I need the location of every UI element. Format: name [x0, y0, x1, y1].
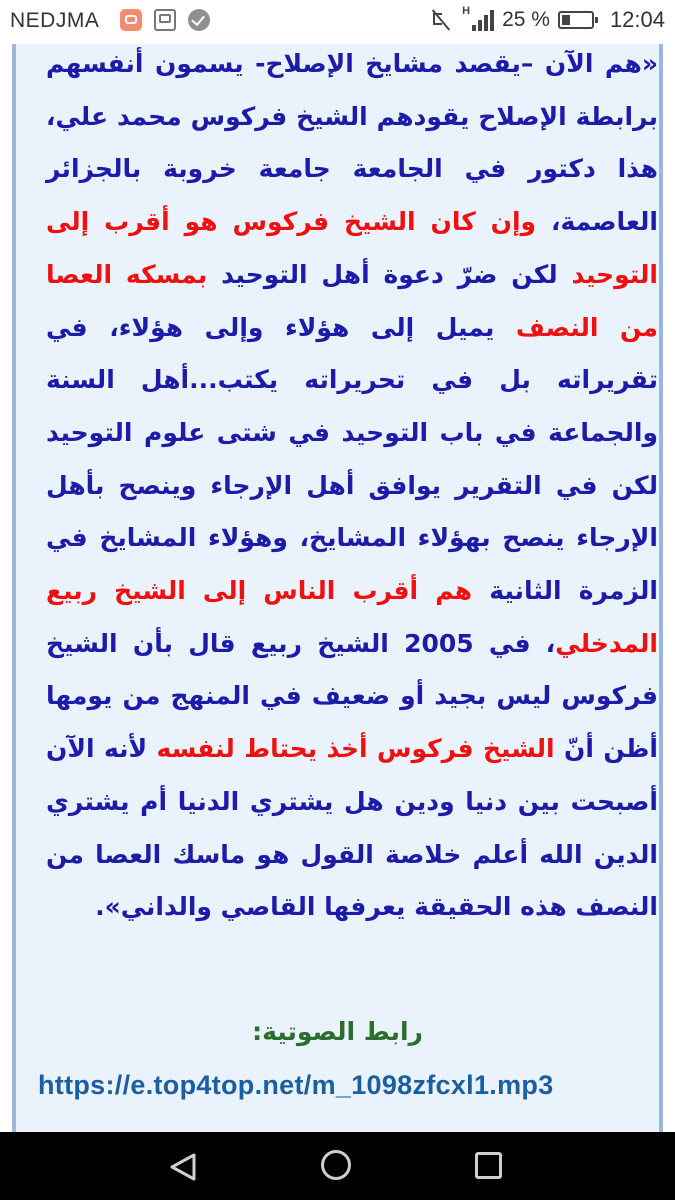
highlighted-segment: هم أقرب الناس إلى الشيخ ربيع المدخلي — [46, 576, 658, 658]
text-segment: يميل إلى هؤلاء وإلى هؤلاء، في تقريراته بل في تحريراته يكتب...أهل السنة والجماعة في باب التوحيد في شتى علوم التوحيد لكن في التقرير يوافق أهل الإرجاء وينصح بأهل الإرجاء ينصح بهؤلاء المشايخ، وهؤلاء المشايخ في الزمرة الثانية — [46, 312, 659, 606]
home-icon[interactable] — [321, 1150, 351, 1180]
carrier-name: NEDJMA — [10, 9, 100, 32]
mute-icon — [428, 7, 454, 33]
text-segment: لأنه الآن أصبحت بين دنيا ودين هل يشتري الدنيا أم يشتري الدين الله أعلم خلاصة القول هو ماسك العصا من النصف هذه الحقيقة يعرفها القاصي والداني». — [46, 734, 658, 922]
page-content[interactable] — [0, 44, 675, 1132]
highlighted-segment: وإن كان الشيخ فركوس هو أقرب إلى التوحيد — [46, 207, 658, 289]
battery-icon — [558, 11, 594, 29]
gallery-icon — [154, 9, 176, 31]
text-segment: «هم الآن –يقصد مشايخ الإصلاح- يسمون أنفسهم برابطة الإصلاح يقودهم الشيخ فركوس محمد علي، هذا دكتور في الجامعة جامعة خروبة بالجزائر العاصمة، — [46, 49, 658, 237]
status-bar — [0, 0, 675, 44]
battery-percent: 25 % — [502, 8, 550, 31]
text-segment: لكن ضرّ دعوة أهل التوحيد — [207, 259, 572, 289]
recents-icon[interactable] — [475, 1152, 502, 1179]
audio-link-label: رابط الصوتية: — [252, 1017, 423, 1046]
app-notification-icon — [120, 9, 142, 31]
signal-icon — [462, 5, 494, 31]
highlighted-segment: الشيخ فركوس أخذ يحتاط لنفسه — [156, 734, 555, 764]
system-icons — [428, 7, 665, 33]
check-circle-icon — [188, 9, 210, 31]
highlighted-segment: بمسكه العصا من النصف — [46, 259, 658, 342]
audio-link[interactable]: https://e.top4top.net/m_1098zfcxl1.mp3 — [38, 1070, 554, 1100]
quote-block — [12, 44, 663, 1132]
network-type-label: H — [462, 5, 471, 17]
notification-icons — [120, 9, 210, 31]
quote-text — [46, 44, 658, 934]
back-icon[interactable] — [168, 1152, 198, 1182]
text-segment: ، في 2005 الشيخ ربيع قال بأن الشيخ فركوس ليس بجيد أو ضعيف في المنهج من يومها أظن أنّ — [46, 628, 658, 764]
navigation-bar — [0, 1132, 675, 1200]
clock: 12:04 — [609, 7, 665, 32]
